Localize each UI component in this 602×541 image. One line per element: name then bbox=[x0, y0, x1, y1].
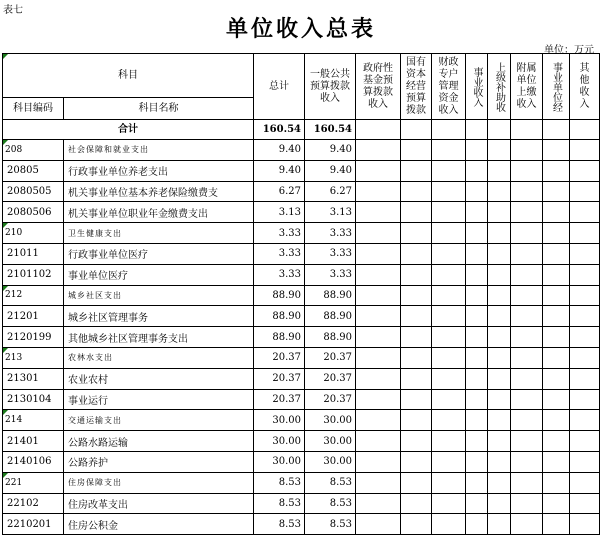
empty-cell bbox=[432, 140, 466, 161]
empty-cell bbox=[401, 347, 432, 368]
total-sum: 160.54 bbox=[254, 120, 305, 140]
table-row bbox=[3, 264, 600, 285]
table-row bbox=[3, 202, 600, 223]
subject-code-cell: 2130104 bbox=[3, 389, 64, 410]
subject-name-cell: 住房保障支出 bbox=[64, 472, 254, 493]
empty-cell bbox=[466, 160, 488, 181]
empty-cell bbox=[511, 160, 543, 181]
empty-cell bbox=[488, 285, 511, 306]
page-title: 单位收入总表 bbox=[225, 16, 376, 42]
table-row bbox=[3, 472, 600, 493]
table-row bbox=[3, 306, 600, 327]
total-cell: 3.33 bbox=[254, 264, 305, 285]
subject-code-cell: 214 bbox=[3, 410, 64, 431]
empty-cell bbox=[466, 264, 488, 285]
empty-cell bbox=[401, 472, 432, 493]
empty-cell bbox=[511, 202, 543, 223]
empty-cell bbox=[543, 181, 570, 202]
empty-cell bbox=[401, 264, 432, 285]
empty-cell bbox=[356, 223, 401, 244]
general-budget-cell: 8.53 bbox=[305, 472, 356, 493]
empty-cell bbox=[432, 202, 466, 223]
subject-code-cell: 21401 bbox=[3, 431, 64, 452]
empty-cell bbox=[543, 410, 570, 431]
general-budget-cell: 20.37 bbox=[305, 347, 356, 368]
empty-cell bbox=[466, 431, 488, 452]
general-budget-cell: 30.00 bbox=[305, 431, 356, 452]
empty-cell bbox=[511, 243, 543, 264]
general-budget-cell: 9.40 bbox=[305, 140, 356, 161]
empty-cell bbox=[401, 181, 432, 202]
empty-cell bbox=[356, 493, 401, 514]
empty-cell bbox=[488, 243, 511, 264]
empty-cell bbox=[401, 285, 432, 306]
subject-name-cell: 社会保障和就业支出 bbox=[64, 140, 254, 161]
empty-cell bbox=[488, 514, 511, 535]
empty-cell bbox=[511, 285, 543, 306]
table-row bbox=[3, 347, 600, 368]
empty-cell bbox=[488, 264, 511, 285]
total-cell: 9.40 bbox=[254, 160, 305, 181]
total-cell: 30.00 bbox=[254, 431, 305, 452]
empty-cell bbox=[488, 327, 511, 348]
empty-cell bbox=[432, 472, 466, 493]
empty-cell bbox=[466, 368, 488, 389]
empty-cell bbox=[401, 368, 432, 389]
subject-header: 科目 bbox=[3, 54, 254, 98]
general-budget-cell: 6.27 bbox=[305, 181, 356, 202]
table-row bbox=[3, 223, 600, 244]
empty-cell bbox=[466, 243, 488, 264]
empty-cell bbox=[432, 243, 466, 264]
total-header: 总计 bbox=[254, 54, 305, 120]
empty-cell bbox=[401, 493, 432, 514]
empty-cell bbox=[488, 160, 511, 181]
empty-cell bbox=[511, 327, 543, 348]
general-budget-header: 一般公共预算拨款收入 bbox=[305, 54, 356, 120]
empty-cell bbox=[401, 140, 432, 161]
subject-name-header: 科目名称 bbox=[64, 98, 254, 120]
subject-code-cell: 2080505 bbox=[3, 181, 64, 202]
empty-cell bbox=[570, 368, 600, 389]
empty-cell bbox=[511, 410, 543, 431]
state-capital-header: 国有资本经营预算拨款 bbox=[401, 54, 432, 120]
subject-name-cell: 事业运行 bbox=[64, 389, 254, 410]
empty-cell bbox=[488, 202, 511, 223]
table-row bbox=[3, 431, 600, 452]
subject-name-cell: 其他城乡社区管理事务支出 bbox=[64, 327, 254, 348]
subject-code-cell: 20805 bbox=[3, 160, 64, 181]
empty-cell bbox=[401, 202, 432, 223]
empty-cell bbox=[401, 451, 432, 472]
empty-cell bbox=[356, 160, 401, 181]
empty-cell bbox=[356, 264, 401, 285]
total-cell: 88.90 bbox=[254, 306, 305, 327]
empty-cell bbox=[488, 472, 511, 493]
empty-cell bbox=[570, 347, 600, 368]
empty-cell bbox=[543, 368, 570, 389]
empty-cell bbox=[488, 431, 511, 452]
empty-cell bbox=[511, 431, 543, 452]
empty-cell bbox=[356, 306, 401, 327]
unit-label: 单位：万元 bbox=[544, 45, 594, 56]
subject-name-cell: 行政事业单位医疗 bbox=[64, 243, 254, 264]
subject-name-cell: 城乡社区管理事务 bbox=[64, 306, 254, 327]
empty-cell bbox=[356, 327, 401, 348]
empty-cell bbox=[432, 368, 466, 389]
subject-code-cell: 210 bbox=[3, 223, 64, 244]
empty-cell bbox=[543, 243, 570, 264]
empty-cell bbox=[401, 306, 432, 327]
empty-cell bbox=[511, 472, 543, 493]
general-budget-cell: 8.53 bbox=[305, 514, 356, 535]
subject-code-cell: 213 bbox=[3, 347, 64, 368]
empty-cell bbox=[543, 223, 570, 244]
table-row bbox=[3, 368, 600, 389]
empty-cell bbox=[488, 140, 511, 161]
empty-cell bbox=[466, 472, 488, 493]
empty-cell bbox=[432, 181, 466, 202]
subject-name-cell: 农林水支出 bbox=[64, 347, 254, 368]
empty-cell bbox=[570, 223, 600, 244]
empty-cell bbox=[432, 264, 466, 285]
table-row bbox=[3, 243, 600, 264]
empty-cell bbox=[570, 327, 600, 348]
subject-code-cell: 2140106 bbox=[3, 451, 64, 472]
empty-cell bbox=[401, 431, 432, 452]
other-header: 其他收入 bbox=[570, 54, 600, 120]
empty-cell bbox=[401, 514, 432, 535]
empty-cell bbox=[432, 493, 466, 514]
subject-name-cell: 行政事业单位养老支出 bbox=[64, 160, 254, 181]
empty-cell bbox=[511, 264, 543, 285]
gov-fund-header: 政府性基金预算拨款收入 bbox=[356, 54, 401, 120]
subject-code-cell: 212 bbox=[3, 285, 64, 306]
empty-cell bbox=[356, 181, 401, 202]
subject-code-cell: 2080506 bbox=[3, 202, 64, 223]
table-row bbox=[3, 327, 600, 348]
empty-cell bbox=[543, 472, 570, 493]
empty-cell bbox=[543, 431, 570, 452]
general-budget-cell: 3.13 bbox=[305, 202, 356, 223]
empty-cell bbox=[543, 285, 570, 306]
empty-cell bbox=[432, 160, 466, 181]
subject-name-cell: 公路养护 bbox=[64, 451, 254, 472]
business-op-header: 事业单位经 bbox=[543, 54, 570, 120]
empty-cell bbox=[488, 347, 511, 368]
table-row bbox=[3, 389, 600, 410]
total-general: 160.54 bbox=[305, 120, 356, 140]
total-cell: 88.90 bbox=[254, 285, 305, 306]
subject-name-cell: 机关事业单位职业年金缴费支出 bbox=[64, 202, 254, 223]
empty-cell bbox=[488, 389, 511, 410]
empty-cell bbox=[570, 181, 600, 202]
table-row bbox=[3, 410, 600, 431]
empty-cell bbox=[466, 347, 488, 368]
empty-cell bbox=[401, 327, 432, 348]
general-budget-cell: 30.00 bbox=[305, 451, 356, 472]
empty-cell bbox=[356, 202, 401, 223]
general-budget-cell: 20.37 bbox=[305, 368, 356, 389]
total-cell: 3.33 bbox=[254, 223, 305, 244]
empty-cell bbox=[466, 451, 488, 472]
subject-code-cell: 2101102 bbox=[3, 264, 64, 285]
total-label: 合计 bbox=[3, 120, 254, 140]
empty-cell bbox=[570, 243, 600, 264]
subject-name-cell: 机关事业单位基本养老保险缴费支 bbox=[64, 181, 254, 202]
empty-cell bbox=[432, 389, 466, 410]
empty-cell bbox=[570, 264, 600, 285]
total-cell: 20.37 bbox=[254, 389, 305, 410]
empty-cell bbox=[466, 493, 488, 514]
subject-code-cell: 208 bbox=[3, 140, 64, 161]
empty-cell bbox=[543, 451, 570, 472]
general-budget-cell: 3.33 bbox=[305, 223, 356, 244]
empty-cell bbox=[356, 140, 401, 161]
empty-cell bbox=[401, 243, 432, 264]
empty-cell bbox=[511, 389, 543, 410]
empty-cell bbox=[511, 347, 543, 368]
table-row bbox=[3, 514, 600, 535]
empty-cell bbox=[570, 431, 600, 452]
affiliated-header: 附属单位上缴收入 bbox=[511, 54, 543, 120]
total-cell: 8.53 bbox=[254, 472, 305, 493]
empty-cell bbox=[466, 410, 488, 431]
empty-cell bbox=[466, 181, 488, 202]
empty-cell bbox=[432, 347, 466, 368]
empty-cell bbox=[432, 514, 466, 535]
general-budget-cell: 9.40 bbox=[305, 160, 356, 181]
total-cell: 8.53 bbox=[254, 493, 305, 514]
empty-cell bbox=[570, 472, 600, 493]
empty-cell bbox=[401, 410, 432, 431]
general-budget-cell: 3.33 bbox=[305, 264, 356, 285]
empty-cell bbox=[466, 285, 488, 306]
subject-name-cell: 农业农村 bbox=[64, 368, 254, 389]
empty-cell bbox=[488, 368, 511, 389]
empty-cell bbox=[511, 306, 543, 327]
empty-cell bbox=[570, 285, 600, 306]
empty-cell bbox=[488, 451, 511, 472]
total-cell: 9.40 bbox=[254, 140, 305, 161]
empty-cell bbox=[466, 140, 488, 161]
empty-cell bbox=[543, 264, 570, 285]
empty-cell bbox=[488, 410, 511, 431]
empty-cell bbox=[401, 160, 432, 181]
subject-name-cell: 卫生健康支出 bbox=[64, 223, 254, 244]
general-budget-cell: 30.00 bbox=[305, 410, 356, 431]
empty-cell bbox=[511, 493, 543, 514]
empty-cell bbox=[466, 202, 488, 223]
subject-name-cell: 公路水路运输 bbox=[64, 431, 254, 452]
subject-code-cell: 2120199 bbox=[3, 327, 64, 348]
empty-cell bbox=[570, 410, 600, 431]
total-cell: 20.37 bbox=[254, 347, 305, 368]
empty-cell bbox=[432, 327, 466, 348]
empty-cell bbox=[432, 431, 466, 452]
empty-cell bbox=[356, 431, 401, 452]
empty-cell bbox=[570, 451, 600, 472]
empty-cell bbox=[432, 223, 466, 244]
empty-cell bbox=[570, 493, 600, 514]
table-row bbox=[3, 140, 600, 161]
table-number: 表七 bbox=[3, 5, 23, 16]
subject-code-cell: 21011 bbox=[3, 243, 64, 264]
empty-cell bbox=[466, 327, 488, 348]
subject-name-cell: 城乡社区支出 bbox=[64, 285, 254, 306]
empty-cell bbox=[543, 347, 570, 368]
empty-cell bbox=[432, 285, 466, 306]
subject-name-cell: 住房改革支出 bbox=[64, 493, 254, 514]
empty-cell bbox=[543, 493, 570, 514]
subject-code-cell: 21201 bbox=[3, 306, 64, 327]
empty-cell bbox=[488, 306, 511, 327]
table-row bbox=[3, 493, 600, 514]
empty-cell bbox=[356, 389, 401, 410]
table-row bbox=[3, 160, 600, 181]
empty-cell bbox=[570, 306, 600, 327]
empty-cell bbox=[543, 514, 570, 535]
empty-cell bbox=[401, 223, 432, 244]
empty-cell bbox=[543, 140, 570, 161]
general-budget-cell: 8.53 bbox=[305, 493, 356, 514]
subject-name-cell: 交通运输支出 bbox=[64, 410, 254, 431]
general-budget-cell: 88.90 bbox=[305, 306, 356, 327]
empty-cell bbox=[543, 202, 570, 223]
empty-cell bbox=[401, 389, 432, 410]
empty-cell bbox=[511, 368, 543, 389]
empty-cell bbox=[466, 389, 488, 410]
empty-cell bbox=[543, 327, 570, 348]
empty-cell bbox=[356, 243, 401, 264]
empty-cell bbox=[570, 160, 600, 181]
empty-cell bbox=[570, 202, 600, 223]
total-cell: 20.37 bbox=[254, 368, 305, 389]
general-budget-cell: 88.90 bbox=[305, 285, 356, 306]
subject-code-header: 科目编码 bbox=[3, 98, 64, 120]
empty-cell bbox=[511, 181, 543, 202]
empty-cell bbox=[356, 410, 401, 431]
upper-subsidy-header: 上级补助收 bbox=[488, 54, 511, 120]
empty-cell bbox=[543, 389, 570, 410]
empty-cell bbox=[511, 223, 543, 244]
subject-code-cell: 21301 bbox=[3, 368, 64, 389]
empty-cell bbox=[570, 389, 600, 410]
empty-cell bbox=[466, 514, 488, 535]
empty-cell bbox=[356, 347, 401, 368]
total-cell: 30.00 bbox=[254, 451, 305, 472]
general-budget-cell: 3.33 bbox=[305, 243, 356, 264]
general-budget-cell: 88.90 bbox=[305, 327, 356, 348]
empty-cell bbox=[488, 223, 511, 244]
empty-cell bbox=[511, 514, 543, 535]
empty-cell bbox=[466, 223, 488, 244]
empty-cell bbox=[466, 306, 488, 327]
total-cell: 8.53 bbox=[254, 514, 305, 535]
empty-cell bbox=[356, 472, 401, 493]
empty-cell bbox=[356, 451, 401, 472]
table-row bbox=[3, 451, 600, 472]
empty-cell bbox=[432, 410, 466, 431]
income-table bbox=[2, 53, 600, 535]
empty-cell bbox=[356, 368, 401, 389]
empty-cell bbox=[432, 306, 466, 327]
total-cell: 88.90 bbox=[254, 327, 305, 348]
subject-code-cell: 2210201 bbox=[3, 514, 64, 535]
empty-cell bbox=[543, 160, 570, 181]
empty-cell bbox=[570, 514, 600, 535]
fiscal-special-header: 财政专户管理资金收入 bbox=[432, 54, 466, 120]
empty-cell bbox=[570, 140, 600, 161]
general-budget-cell: 20.37 bbox=[305, 389, 356, 410]
empty-cell bbox=[488, 181, 511, 202]
subject-code-cell: 221 bbox=[3, 472, 64, 493]
subject-name-cell: 事业单位医疗 bbox=[64, 264, 254, 285]
empty-cell bbox=[356, 514, 401, 535]
empty-cell bbox=[356, 285, 401, 306]
total-cell: 30.00 bbox=[254, 410, 305, 431]
subject-name-cell: 住房公积金 bbox=[64, 514, 254, 535]
total-cell: 3.33 bbox=[254, 243, 305, 264]
table-row bbox=[3, 181, 600, 202]
empty-cell bbox=[432, 451, 466, 472]
table-body bbox=[3, 54, 600, 535]
subject-code-cell: 22102 bbox=[3, 493, 64, 514]
total-cell: 3.13 bbox=[254, 202, 305, 223]
table-row bbox=[3, 285, 600, 306]
empty-cell bbox=[511, 451, 543, 472]
business-income-header: 事业收入 bbox=[466, 54, 488, 120]
empty-cell bbox=[543, 306, 570, 327]
empty-cell bbox=[511, 140, 543, 161]
total-cell: 6.27 bbox=[254, 181, 305, 202]
empty-cell bbox=[488, 493, 511, 514]
